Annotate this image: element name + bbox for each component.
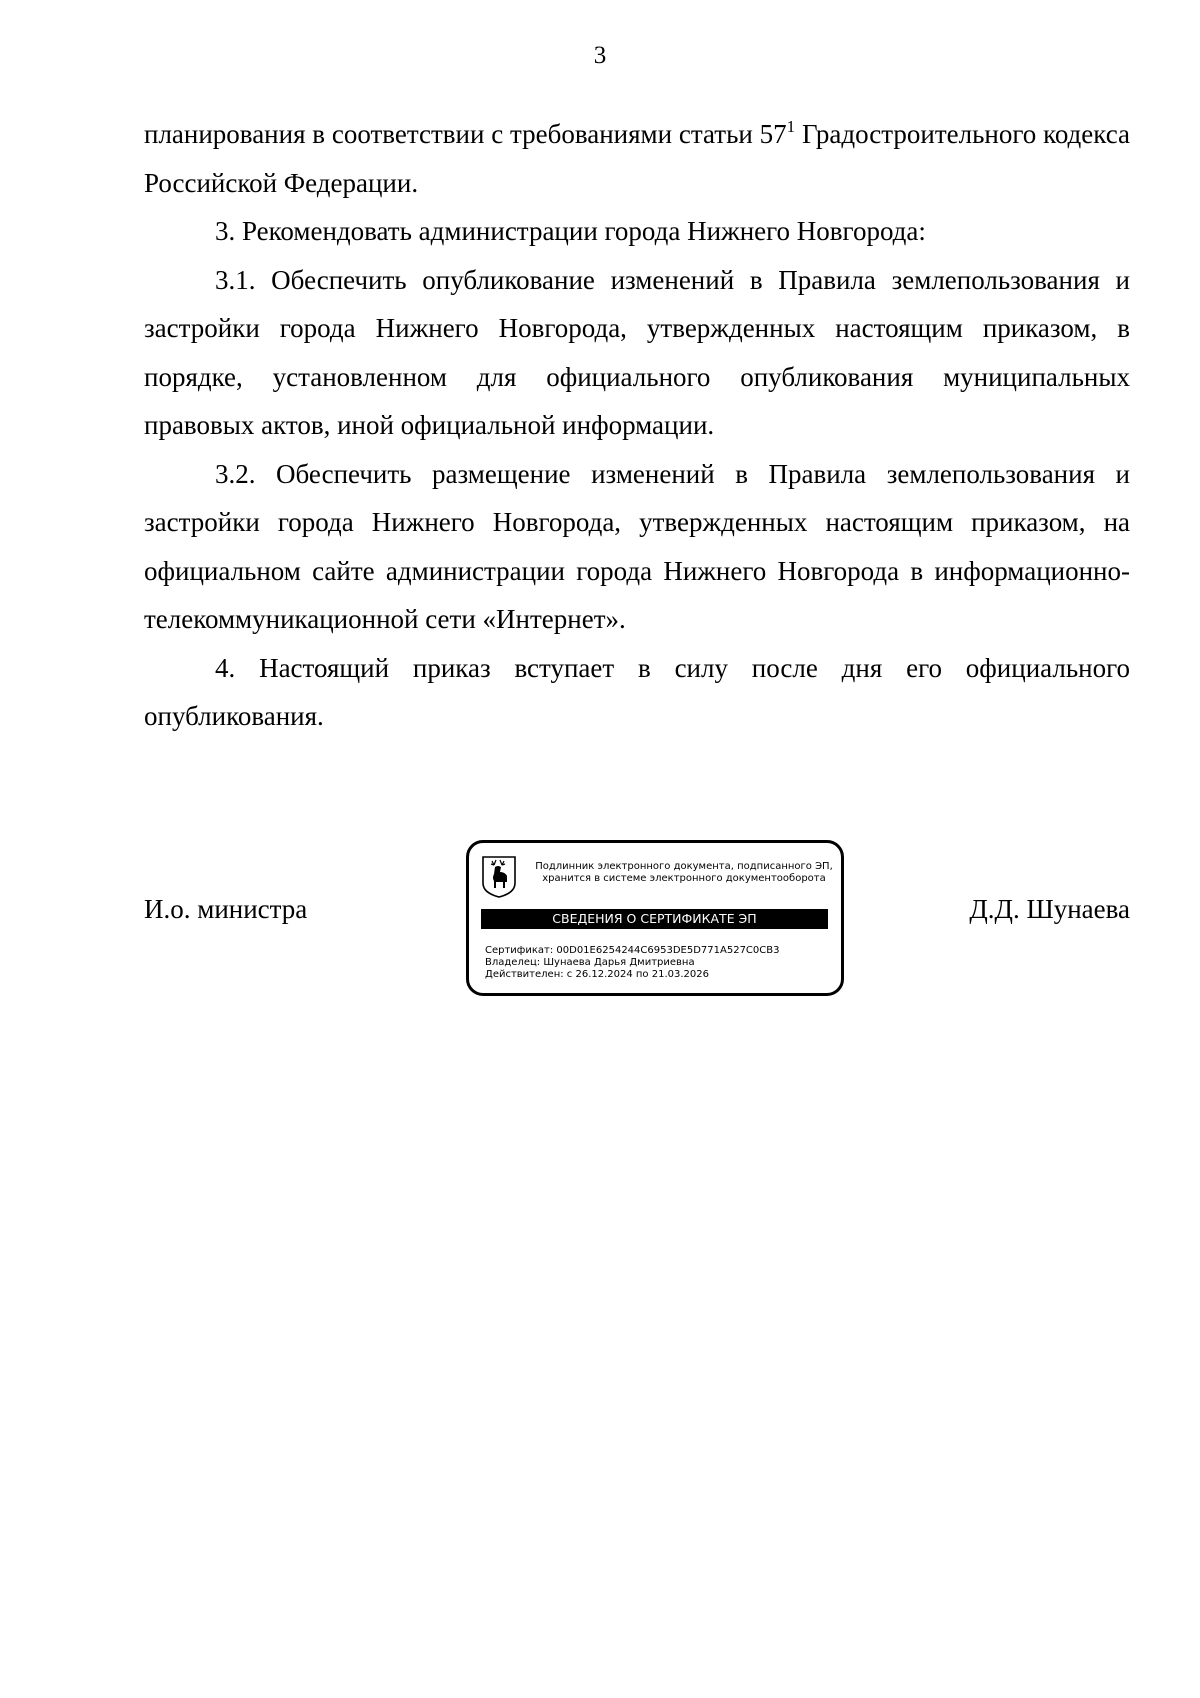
stamp-certificate: Сертификат: 00D01E6254244C6953DE5D771A527C0CB3 (485, 945, 780, 956)
paragraph-item-3: 3. Рекомендовать администрации города Нижнего Новгорода: (215, 216, 926, 246)
stamp-owner: Владелец: Шунаева Дарья Дмитриевна (485, 957, 695, 968)
document-body (144, 110, 1130, 741)
electronic-signature-stamp (466, 840, 844, 996)
signatory-position: И.о. министра (144, 894, 308, 924)
paragraph-item-4: 4. Настоящий приказ вступает в силу после дня его официального опубликования. (144, 652, 1130, 731)
stamp-header-line-1: Подлинник электронного документа, подписанного ЭП, (535, 861, 833, 872)
paragraph-item-3-2: 3.2. Обеспечить размещение изменений в Правила землепользования и застройки города Нижнего Новгорода, утвержденных настоящим приказом, на официальном сайте администрации города Нижнего Новгорода в информационно-телекоммуникационной сети «Интернет». (144, 458, 1130, 634)
stamp-validity: Действителен: с 26.12.2024 по 21.03.2026 (485, 969, 709, 980)
signatory-name: Д.Д. Шунаева (969, 894, 1130, 924)
stamp-title-bar: СВЕДЕНИЯ О СЕРТИФИКАТЕ ЭП (481, 909, 828, 929)
superscript: 1 (786, 117, 796, 136)
paragraph-continuation (144, 110, 1130, 207)
page-number: 3 (593, 42, 607, 69)
paragraph-text: планирования в соответствии с требованиями статьи 57 (144, 119, 787, 149)
stamp-header-line-2: хранится в системе электронного документооборота (542, 873, 826, 884)
paragraph-text-tail: Градостроительного кодекса Российской Федерации. (144, 119, 1130, 198)
paragraph-item-3-1: 3.1. Обеспечить опубликование изменений в Правила землепользования и застройки города Нижнего Новгорода, утвержденных настоящим приказом, в порядке, установленном для официального опубликования муниципальных правовых актов, иной официальной информации. (144, 264, 1130, 440)
